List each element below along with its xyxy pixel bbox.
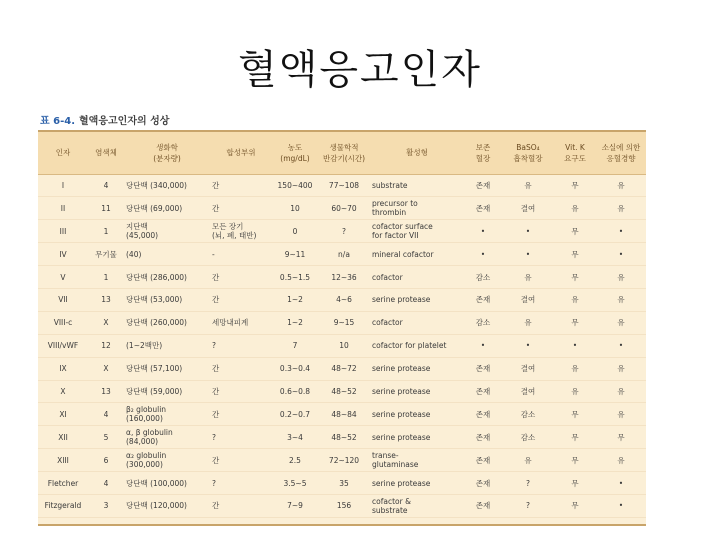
table-cell: 11 [88, 197, 124, 220]
table-cell: 유 [596, 174, 646, 197]
table-cell: 유 [596, 357, 646, 380]
table-row [38, 311, 646, 334]
table-cell: 당단백 (53,000) [124, 288, 210, 311]
table-cell: 당단백 (100,000) [124, 472, 210, 495]
column-header: 인자 [38, 132, 88, 174]
table-row [38, 197, 646, 220]
table-cell: 결여 [502, 380, 554, 403]
table-cell: ? [502, 472, 554, 495]
table-cell: cofactor for platelet [370, 334, 464, 357]
table-cell: IV [38, 243, 88, 266]
table-cell: 4 [88, 403, 124, 426]
table-cell: 9~11 [272, 243, 318, 266]
table-cell: 2.5 [272, 449, 318, 472]
table-cell: 48~72 [318, 357, 370, 380]
table-cell: 유 [502, 174, 554, 197]
table-cell: 48~52 [318, 380, 370, 403]
table-cell: 유 [596, 288, 646, 311]
table-cell: 13 [88, 288, 124, 311]
column-header: Vit. K 요구도 [554, 132, 596, 174]
table-cell: 유 [596, 311, 646, 334]
column-header: 합성부위 [210, 132, 272, 174]
table-cell: 5 [88, 426, 124, 449]
table-cell: cofactor surface for factor VII [370, 220, 464, 243]
table-cell: 0.6~0.8 [272, 380, 318, 403]
table-cell: precursor to thrombin [370, 197, 464, 220]
table-cell: 유 [596, 197, 646, 220]
table-cell: 결여 [502, 357, 554, 380]
table-row [38, 357, 646, 380]
table-cell: (1~2백만) [124, 334, 210, 357]
table-cell: 당단백 (120,000) [124, 494, 210, 517]
table-row [38, 288, 646, 311]
table-cell: 10 [272, 197, 318, 220]
table-cell: 유 [502, 266, 554, 289]
table-cell: 3.5~5 [272, 472, 318, 495]
table-cell: 유 [502, 311, 554, 334]
table-cell: 간 [210, 380, 272, 403]
table-cell: 7~9 [272, 494, 318, 517]
table-cell: 유 [596, 403, 646, 426]
table-cell: α₂ globulin (300,000) [124, 449, 210, 472]
column-header: 생물학적 반감기(시간) [318, 132, 370, 174]
table-cell: 존재 [464, 197, 502, 220]
table-cell: mineral cofactor [370, 243, 464, 266]
data-table [38, 132, 646, 518]
table-number: 표 6-4. [40, 116, 76, 127]
table-body [38, 174, 646, 517]
table-cell: 유 [596, 449, 646, 472]
table-cell: 150~400 [272, 174, 318, 197]
table-cell: 4 [88, 174, 124, 197]
table-cell: 당단백 (340,000) [124, 174, 210, 197]
table-cell: 간 [210, 494, 272, 517]
table-cell: serine protease [370, 472, 464, 495]
table-cell: II [38, 197, 88, 220]
table-cell: 감소 [502, 426, 554, 449]
table-cell: 4~6 [318, 288, 370, 311]
table-cell: 1~2 [272, 311, 318, 334]
table-cell: • [596, 334, 646, 357]
column-header: 보존 혈장 [464, 132, 502, 174]
table-row [38, 380, 646, 403]
table-cell: - [210, 243, 272, 266]
table-row [38, 334, 646, 357]
table-cell: • [554, 334, 596, 357]
table-cell: 무 [554, 220, 596, 243]
table-cell: 감소 [464, 266, 502, 289]
table-cell: 유 [554, 288, 596, 311]
table-cell: 당단백 (69,000) [124, 197, 210, 220]
table-cell: α, β globulin (84,000) [124, 426, 210, 449]
table-cell: serine protease [370, 380, 464, 403]
column-header: 소실에 의한 응혈경향 [596, 132, 646, 174]
table-cell: ? [210, 334, 272, 357]
table-cell: 간 [210, 357, 272, 380]
table-cell: 12~36 [318, 266, 370, 289]
table-cell: 존재 [464, 403, 502, 426]
table-cell: 존재 [464, 426, 502, 449]
table-cell: ? [210, 426, 272, 449]
table-cell: • [502, 334, 554, 357]
table-row [38, 403, 646, 426]
column-header: 농도 (mg/dL) [272, 132, 318, 174]
table-cell: 1 [88, 220, 124, 243]
table-cell: 유 [554, 357, 596, 380]
table-cell: 10 [318, 334, 370, 357]
table-cell: 9~15 [318, 311, 370, 334]
table-cell: 당단백 (57,100) [124, 357, 210, 380]
slide-title: 혈액응고인자 [238, 47, 482, 93]
table-cell: serine protease [370, 403, 464, 426]
table-row [38, 472, 646, 495]
table-cell: 35 [318, 472, 370, 495]
table-cell: 무 [596, 426, 646, 449]
table-cell: • [596, 494, 646, 517]
table-cell: 12 [88, 334, 124, 357]
table-cell: 당단백 (59,000) [124, 380, 210, 403]
table-cell: • [464, 334, 502, 357]
table-cell: 간 [210, 403, 272, 426]
table-cell: 무 [554, 266, 596, 289]
column-header: BaSO₄ 흡착혈장 [502, 132, 554, 174]
table-cell: • [596, 243, 646, 266]
table-cell: 존재 [464, 288, 502, 311]
table-cell: 존재 [464, 174, 502, 197]
table-row [38, 174, 646, 197]
table-row [38, 449, 646, 472]
table-cell: 존재 [464, 357, 502, 380]
table-cell: 당단백 (286,000) [124, 266, 210, 289]
table-cell: • [502, 243, 554, 266]
table-cell: n/a [318, 243, 370, 266]
table-cell: 간 [210, 449, 272, 472]
table-cell: • [464, 220, 502, 243]
table-cell: 결여 [502, 197, 554, 220]
table-row [38, 243, 646, 266]
table-cell: 무 [554, 174, 596, 197]
table-cell: III [38, 220, 88, 243]
table-cell: 존재 [464, 494, 502, 517]
table-cell: 0.2~0.7 [272, 403, 318, 426]
table-cell: • [464, 243, 502, 266]
table-cell: 유 [596, 380, 646, 403]
table-cell: XI [38, 403, 88, 426]
table-cell: ? [210, 472, 272, 495]
table-cell: 6 [88, 449, 124, 472]
table-cell: serine protease [370, 426, 464, 449]
table-cell: 존재 [464, 449, 502, 472]
table-cell: 간 [210, 174, 272, 197]
table-cell: VIII/vWF [38, 334, 88, 357]
table-cell: XIII [38, 449, 88, 472]
table-cell: VIII-c [38, 311, 88, 334]
table-cell: substrate [370, 174, 464, 197]
table-cell: • [596, 220, 646, 243]
table-cell: 무 [554, 311, 596, 334]
table-cell: 72~120 [318, 449, 370, 472]
table-cell: 77~108 [318, 174, 370, 197]
table-cell: serine protease [370, 288, 464, 311]
table-cell: XII [38, 426, 88, 449]
table-cell: 무 [554, 472, 596, 495]
table-cell: 유 [554, 380, 596, 403]
table-cell: V [38, 266, 88, 289]
table-cell: cofactor [370, 311, 464, 334]
table-cell: Fitzgerald [38, 494, 88, 517]
table-cell: 간 [210, 197, 272, 220]
table-cell: (40) [124, 243, 210, 266]
column-header: 활성형 [370, 132, 464, 174]
table-row [38, 426, 646, 449]
table-cell: VII [38, 288, 88, 311]
column-header: 염색체 [88, 132, 124, 174]
table-cell: 1 [88, 266, 124, 289]
table-cell: 지단백 (45,000) [124, 220, 210, 243]
table-caption [40, 112, 169, 127]
table-row [38, 220, 646, 243]
header-row [38, 132, 646, 174]
table-cell: X [38, 380, 88, 403]
table-row [38, 494, 646, 517]
table-cell: 간 [210, 288, 272, 311]
column-header: 생화학 (분자량) [124, 132, 210, 174]
table-cell: X [88, 357, 124, 380]
table-cell: IX [38, 357, 88, 380]
table-cell: X [88, 311, 124, 334]
table-cell: 무 [554, 494, 596, 517]
table-cell: 감소 [502, 403, 554, 426]
table-row [38, 266, 646, 289]
table-cell: 모든 장기 (뇌, 폐, 태반) [210, 220, 272, 243]
table-cell: 156 [318, 494, 370, 517]
table-cell: 무기물 [88, 243, 124, 266]
table-cell: 유 [554, 197, 596, 220]
table-cell: 존재 [464, 380, 502, 403]
table-cell: 3~4 [272, 426, 318, 449]
table-cell: 60~70 [318, 197, 370, 220]
table-cell: ? [318, 220, 370, 243]
coagulation-factor-table [38, 130, 646, 526]
table-cell: 48~84 [318, 403, 370, 426]
table-cell: 유 [596, 266, 646, 289]
table-cell: 무 [554, 449, 596, 472]
table-cell: 세망내피계 [210, 311, 272, 334]
table-cell: • [596, 472, 646, 495]
table-cell: I [38, 174, 88, 197]
table-cell: 4 [88, 472, 124, 495]
table-cell: 13 [88, 380, 124, 403]
table-cell: Fletcher [38, 472, 88, 495]
table-cell: 1~2 [272, 288, 318, 311]
table-cell: 0 [272, 220, 318, 243]
table-cell: cofactor [370, 266, 464, 289]
table-cell: 3 [88, 494, 124, 517]
table-cell: 간 [210, 266, 272, 289]
table-cell: ? [502, 494, 554, 517]
table-cell: 0.5~1.5 [272, 266, 318, 289]
table-cell: serine protease [370, 357, 464, 380]
table-cell: 존재 [464, 472, 502, 495]
table-cell: 0.3~0.4 [272, 357, 318, 380]
table-cell: • [502, 220, 554, 243]
table-cell: 무 [554, 403, 596, 426]
table-cell: 당단백 (260,000) [124, 311, 210, 334]
table-cell: transe- glutaminase [370, 449, 464, 472]
table-cell: 유 [502, 449, 554, 472]
table-cell: 결여 [502, 288, 554, 311]
table-cell: 48~52 [318, 426, 370, 449]
table-cell: β₂ globulin (160,000) [124, 403, 210, 426]
table-cell: 무 [554, 243, 596, 266]
table-cell: 7 [272, 334, 318, 357]
table-caption-text: 혈액응고인자의 성상 [79, 116, 170, 127]
table-cell: cofactor & substrate [370, 494, 464, 517]
table-cell: 무 [554, 426, 596, 449]
table-cell: 감소 [464, 311, 502, 334]
